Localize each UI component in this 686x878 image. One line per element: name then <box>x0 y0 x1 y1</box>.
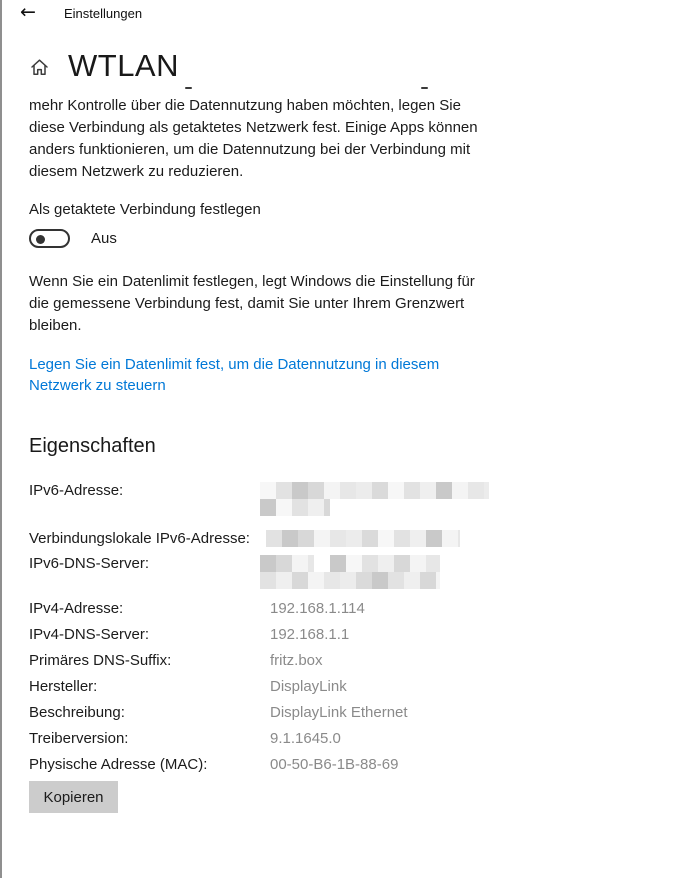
property-label: Treiberversion: <box>29 730 129 747</box>
property-row <box>29 481 659 516</box>
property-value: DisplayLink <box>270 678 347 695</box>
set-data-limit-link[interactable] <box>29 354 439 396</box>
text-line: Wenn Sie ein Datenlimit festlegen, legt Windows die Einstellung für <box>29 273 475 290</box>
toggle-state-label: Aus <box>91 230 117 247</box>
text-line: Netzwerk zu steuern <box>29 377 166 394</box>
property-label: IPv4-Adresse: <box>29 600 124 617</box>
text-line: anders funktionieren, um die Datennutzung bei der Verbindung mit <box>29 141 471 158</box>
property-label: IPv4-DNS-Server: <box>29 626 150 643</box>
property-value: 192.168.1.1 <box>270 626 350 643</box>
clipped-text-remnant <box>185 87 192 89</box>
text-line: mehr Kontrolle über die Datennutzung haben möchten, legen Sie <box>29 97 461 114</box>
text-line: bleiben. <box>29 317 82 334</box>
property-label: Physische Adresse (MAC): <box>29 756 208 773</box>
property-row <box>29 554 659 589</box>
property-label: Hersteller: <box>29 678 98 695</box>
redacted-value-mosaic <box>260 555 440 589</box>
property-row <box>29 703 659 723</box>
property-row <box>29 625 659 645</box>
property-value: 00-50-B6-1B-88-69 <box>270 756 399 773</box>
property-row <box>29 599 659 619</box>
property-value: DisplayLink Ethernet <box>270 704 408 721</box>
page-title: WTLAN <box>68 48 179 83</box>
property-label: Primäres DNS-Suffix: <box>29 652 172 669</box>
redacted-value-mosaic <box>260 530 460 547</box>
property-value: fritz.box <box>270 652 323 669</box>
property-row <box>29 677 659 697</box>
toggle-knob <box>36 235 45 244</box>
clipped-text-remnant <box>421 87 428 89</box>
metered-toggle-label: Als getaktete Verbindung festlegen <box>29 201 261 218</box>
property-row <box>29 755 659 775</box>
property-label: IPv6-Adresse: <box>29 482 124 499</box>
home-icon <box>29 57 50 83</box>
property-label: IPv6-DNS-Server: <box>29 555 150 572</box>
copy-button[interactable]: Kopieren <box>29 781 118 813</box>
property-label: Beschreibung: <box>29 704 125 721</box>
properties-heading: Eigenschaften <box>29 435 156 457</box>
text-line: diese Verbindung als getaktetes Netzwerk fest. Einige Apps können <box>29 119 478 136</box>
text-line: die gemessene Verbindung fest, damit Sie unter Ihrem Grenzwert <box>29 295 465 312</box>
property-value: 9.1.1645.0 <box>270 730 341 747</box>
text-line: diesem Netzwerk zu reduzieren. <box>29 163 244 180</box>
metered-toggle-row <box>29 229 117 248</box>
property-label: Verbindungslokale IPv6-Adresse: <box>29 530 250 547</box>
property-row <box>29 651 659 671</box>
property-row <box>29 529 659 549</box>
redacted-value-mosaic <box>260 482 489 516</box>
intro-paragraph <box>29 95 478 183</box>
property-row <box>29 729 659 749</box>
property-value: 192.168.1.114 <box>270 600 365 617</box>
back-button[interactable]: ← <box>20 1 36 23</box>
window-title: Einstellungen <box>64 6 143 21</box>
properties-list <box>29 481 659 775</box>
text-line: Legen Sie ein Datenlimit fest, um die Datennutzung in diesem <box>29 356 440 373</box>
datalimit-paragraph <box>29 271 475 337</box>
metered-toggle-switch[interactable] <box>29 229 70 248</box>
